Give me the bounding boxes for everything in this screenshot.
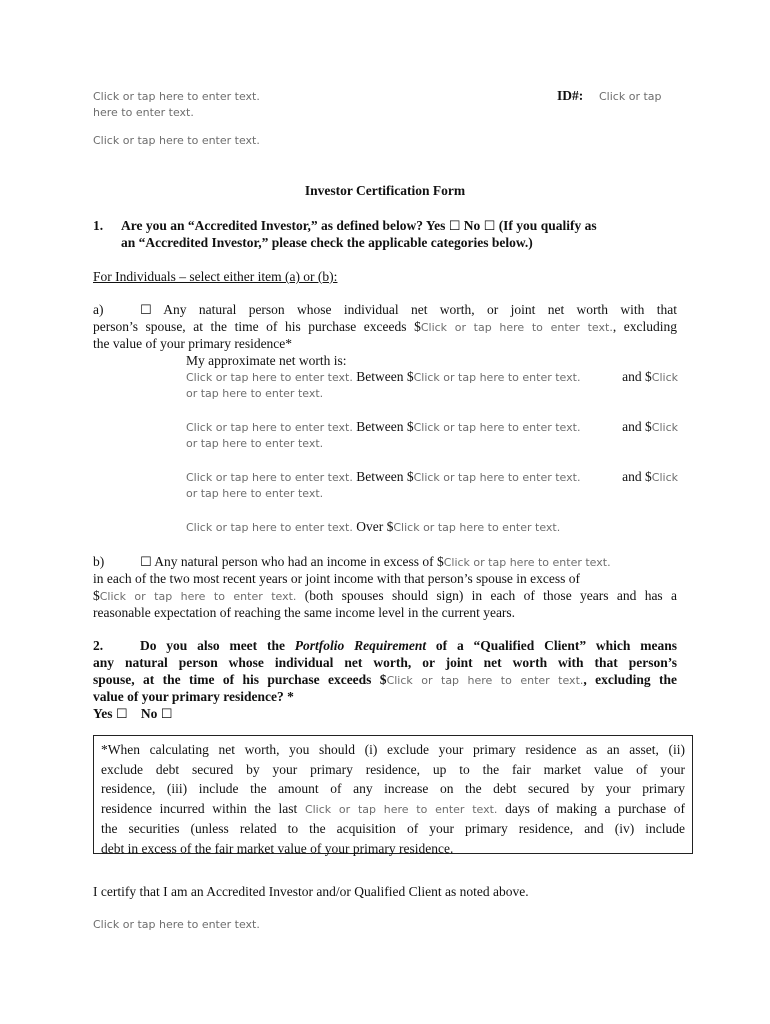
q2-yes-label: Yes — [93, 706, 113, 721]
item-b-text-3: (both spouses should sign) in each of those years and has a — [304, 588, 678, 603]
note-line-4-b: days of making a purchase of — [505, 800, 686, 816]
individuals-heading: For Individuals – select either item (a) or (b): — [93, 269, 338, 284]
q2-amount-field[interactable]: Click or tap here to enter text. — [386, 674, 584, 687]
item-a-checkbox[interactable]: ☐ — [140, 303, 152, 318]
item-a-line-1 — [140, 301, 677, 319]
net-worth-row-3 — [186, 469, 678, 502]
signature-field[interactable]: Click or tap here to enter text. — [93, 918, 260, 931]
q2-text-2: of a “Qualified Client” which means — [435, 638, 677, 653]
note-days-field[interactable]: Click or tap here to enter text. — [304, 802, 498, 816]
net-worth-row-over — [186, 519, 678, 536]
item-b-income-field[interactable]: Click or tap here to enter text. — [443, 556, 611, 569]
id-field[interactable]: Click or tap — [599, 90, 662, 103]
page-title: Investor Certification Form — [304, 183, 466, 198]
row-3-field-c[interactable]: Click — [651, 471, 678, 484]
net-worth-note-box — [93, 735, 693, 854]
note-line-4 — [101, 799, 685, 820]
q1-yes-checkbox[interactable]: ☐ — [448, 219, 461, 234]
q2-no-label: No — [140, 706, 158, 721]
item-b-text-2: in each of the two most recent years or joint income with that person’s spouse in excess of — [93, 571, 581, 586]
item-b-label: b) — [93, 554, 105, 569]
q2-line-3 — [93, 671, 677, 689]
item-a-text-4: the value of your primary residence* — [93, 336, 293, 351]
row-2-and: and $ — [622, 419, 652, 434]
row-3-field-c-continued[interactable]: or tap here to enter text. — [186, 487, 324, 500]
id-field-continued[interactable]: here to enter text. — [93, 106, 194, 119]
item-b-line-1 — [140, 553, 677, 571]
q2-line-3-a: spouse, at the time of his purchase exceeds $ — [93, 672, 387, 687]
q2-portfolio-requirement: Portfolio Requirement — [294, 638, 427, 653]
note-line-1: *When calculating net worth, you should (i) exclude your primary residence as an asset, (ii) — [101, 742, 685, 757]
q2-line-2: any natural person whose individual net worth, or joint net worth with that person’s — [93, 655, 677, 670]
row-1-field-b[interactable]: Click or tap here to enter text. — [413, 371, 581, 384]
q2-answer-row — [93, 705, 172, 723]
row-3-field-b[interactable]: Click or tap here to enter text. — [413, 471, 581, 484]
note-line-3: residence, (iii) include the amount of any increase on the debt secured by your primary — [101, 781, 685, 796]
over-label: Over $ — [356, 519, 394, 534]
header-field-2[interactable]: Click or tap here to enter text. — [93, 134, 260, 147]
q1-no-label: No — [463, 218, 481, 233]
net-worth-row-2 — [186, 419, 678, 452]
over-field-b[interactable]: Click or tap here to enter text. — [393, 521, 561, 534]
q2-no-checkbox[interactable]: ☐ — [160, 707, 173, 722]
item-b-dollar: $ — [93, 588, 100, 603]
q1-question-text: Are you an “Accredited Investor,” as defined below? Yes — [121, 218, 446, 233]
q1-number: 1. — [93, 218, 104, 233]
row-3-between: Between $ — [356, 469, 414, 484]
row-2-field-c[interactable]: Click — [651, 421, 678, 434]
item-b-line-3 — [93, 587, 677, 605]
net-worth-row-1 — [186, 369, 678, 402]
q2-line-1 — [140, 637, 677, 654]
item-b-joint-income-field[interactable]: Click or tap here to enter text. — [99, 590, 297, 603]
row-1-and: and $ — [622, 369, 652, 384]
row-2-field-c-continued[interactable]: or tap here to enter text. — [186, 437, 324, 450]
q1-line-1 — [121, 217, 677, 235]
q2-line-4: value of your primary residence? * — [93, 689, 294, 704]
row-1-field-a[interactable]: Click or tap here to enter text. — [186, 371, 353, 384]
q2-yes-checkbox[interactable]: ☐ — [115, 707, 128, 722]
item-a-amount-field[interactable]: Click or tap here to enter text. — [420, 321, 613, 334]
id-label: ID#: — [557, 88, 584, 103]
q1-line-2: an “Accredited Investor,” please check the applicable categories below.) — [121, 235, 533, 250]
row-1-field-c[interactable]: Click — [651, 371, 678, 384]
note-line-5: the securities (unless related to the acquisition of your primary residence, and (iv) include — [101, 821, 685, 836]
row-3-field-a[interactable]: Click or tap here to enter text. — [186, 471, 353, 484]
row-2-field-b[interactable]: Click or tap here to enter text. — [413, 421, 581, 434]
row-3-and: and $ — [622, 469, 652, 484]
q1-no-checkbox[interactable]: ☐ — [483, 219, 496, 234]
item-a-label: a) — [93, 302, 104, 317]
item-a-line-2 — [93, 318, 677, 336]
row-2-between: Between $ — [356, 419, 414, 434]
header-field-1[interactable]: Click or tap here to enter text. — [93, 90, 260, 103]
row-1-between: Between $ — [356, 369, 414, 384]
certify-statement: I certify that I am an Accredited Investor and/or Qualified Client as noted above. — [93, 884, 529, 899]
net-worth-label: My approximate net worth is: — [186, 353, 347, 368]
row-1-field-c-continued[interactable]: or tap here to enter text. — [186, 387, 324, 400]
q2-number: 2. — [93, 638, 104, 653]
over-field-a[interactable]: Click or tap here to enter text. — [186, 521, 353, 534]
item-a-text-1: Any natural person whose individual net worth, or joint net worth with that — [163, 302, 677, 317]
q2-text-1: Do you also meet the — [140, 638, 285, 653]
item-a-text-3: , excluding — [612, 319, 677, 334]
note-line-2: exclude debt secured by your primary residence, up to the fair market value of your — [101, 761, 685, 777]
q1-qualify-text: (If you qualify as — [498, 218, 597, 233]
item-b-checkbox[interactable]: ☐ — [140, 555, 152, 570]
item-b-text-1: Any natural person who had an income in excess of $ — [154, 554, 444, 569]
q2-line-3-b: , excluding the — [583, 672, 677, 687]
note-line-6: debt in excess of the fair market value of your primary residence. — [101, 840, 454, 856]
item-b-text-4: reasonable expectation of reaching the same income level in the current years. — [93, 605, 516, 620]
item-a-text-2: person’s spouse, at the time of his purchase exceeds $ — [93, 319, 421, 334]
row-2-field-a[interactable]: Click or tap here to enter text. — [186, 421, 353, 434]
note-line-4-a: residence incurred within the last — [101, 800, 298, 816]
